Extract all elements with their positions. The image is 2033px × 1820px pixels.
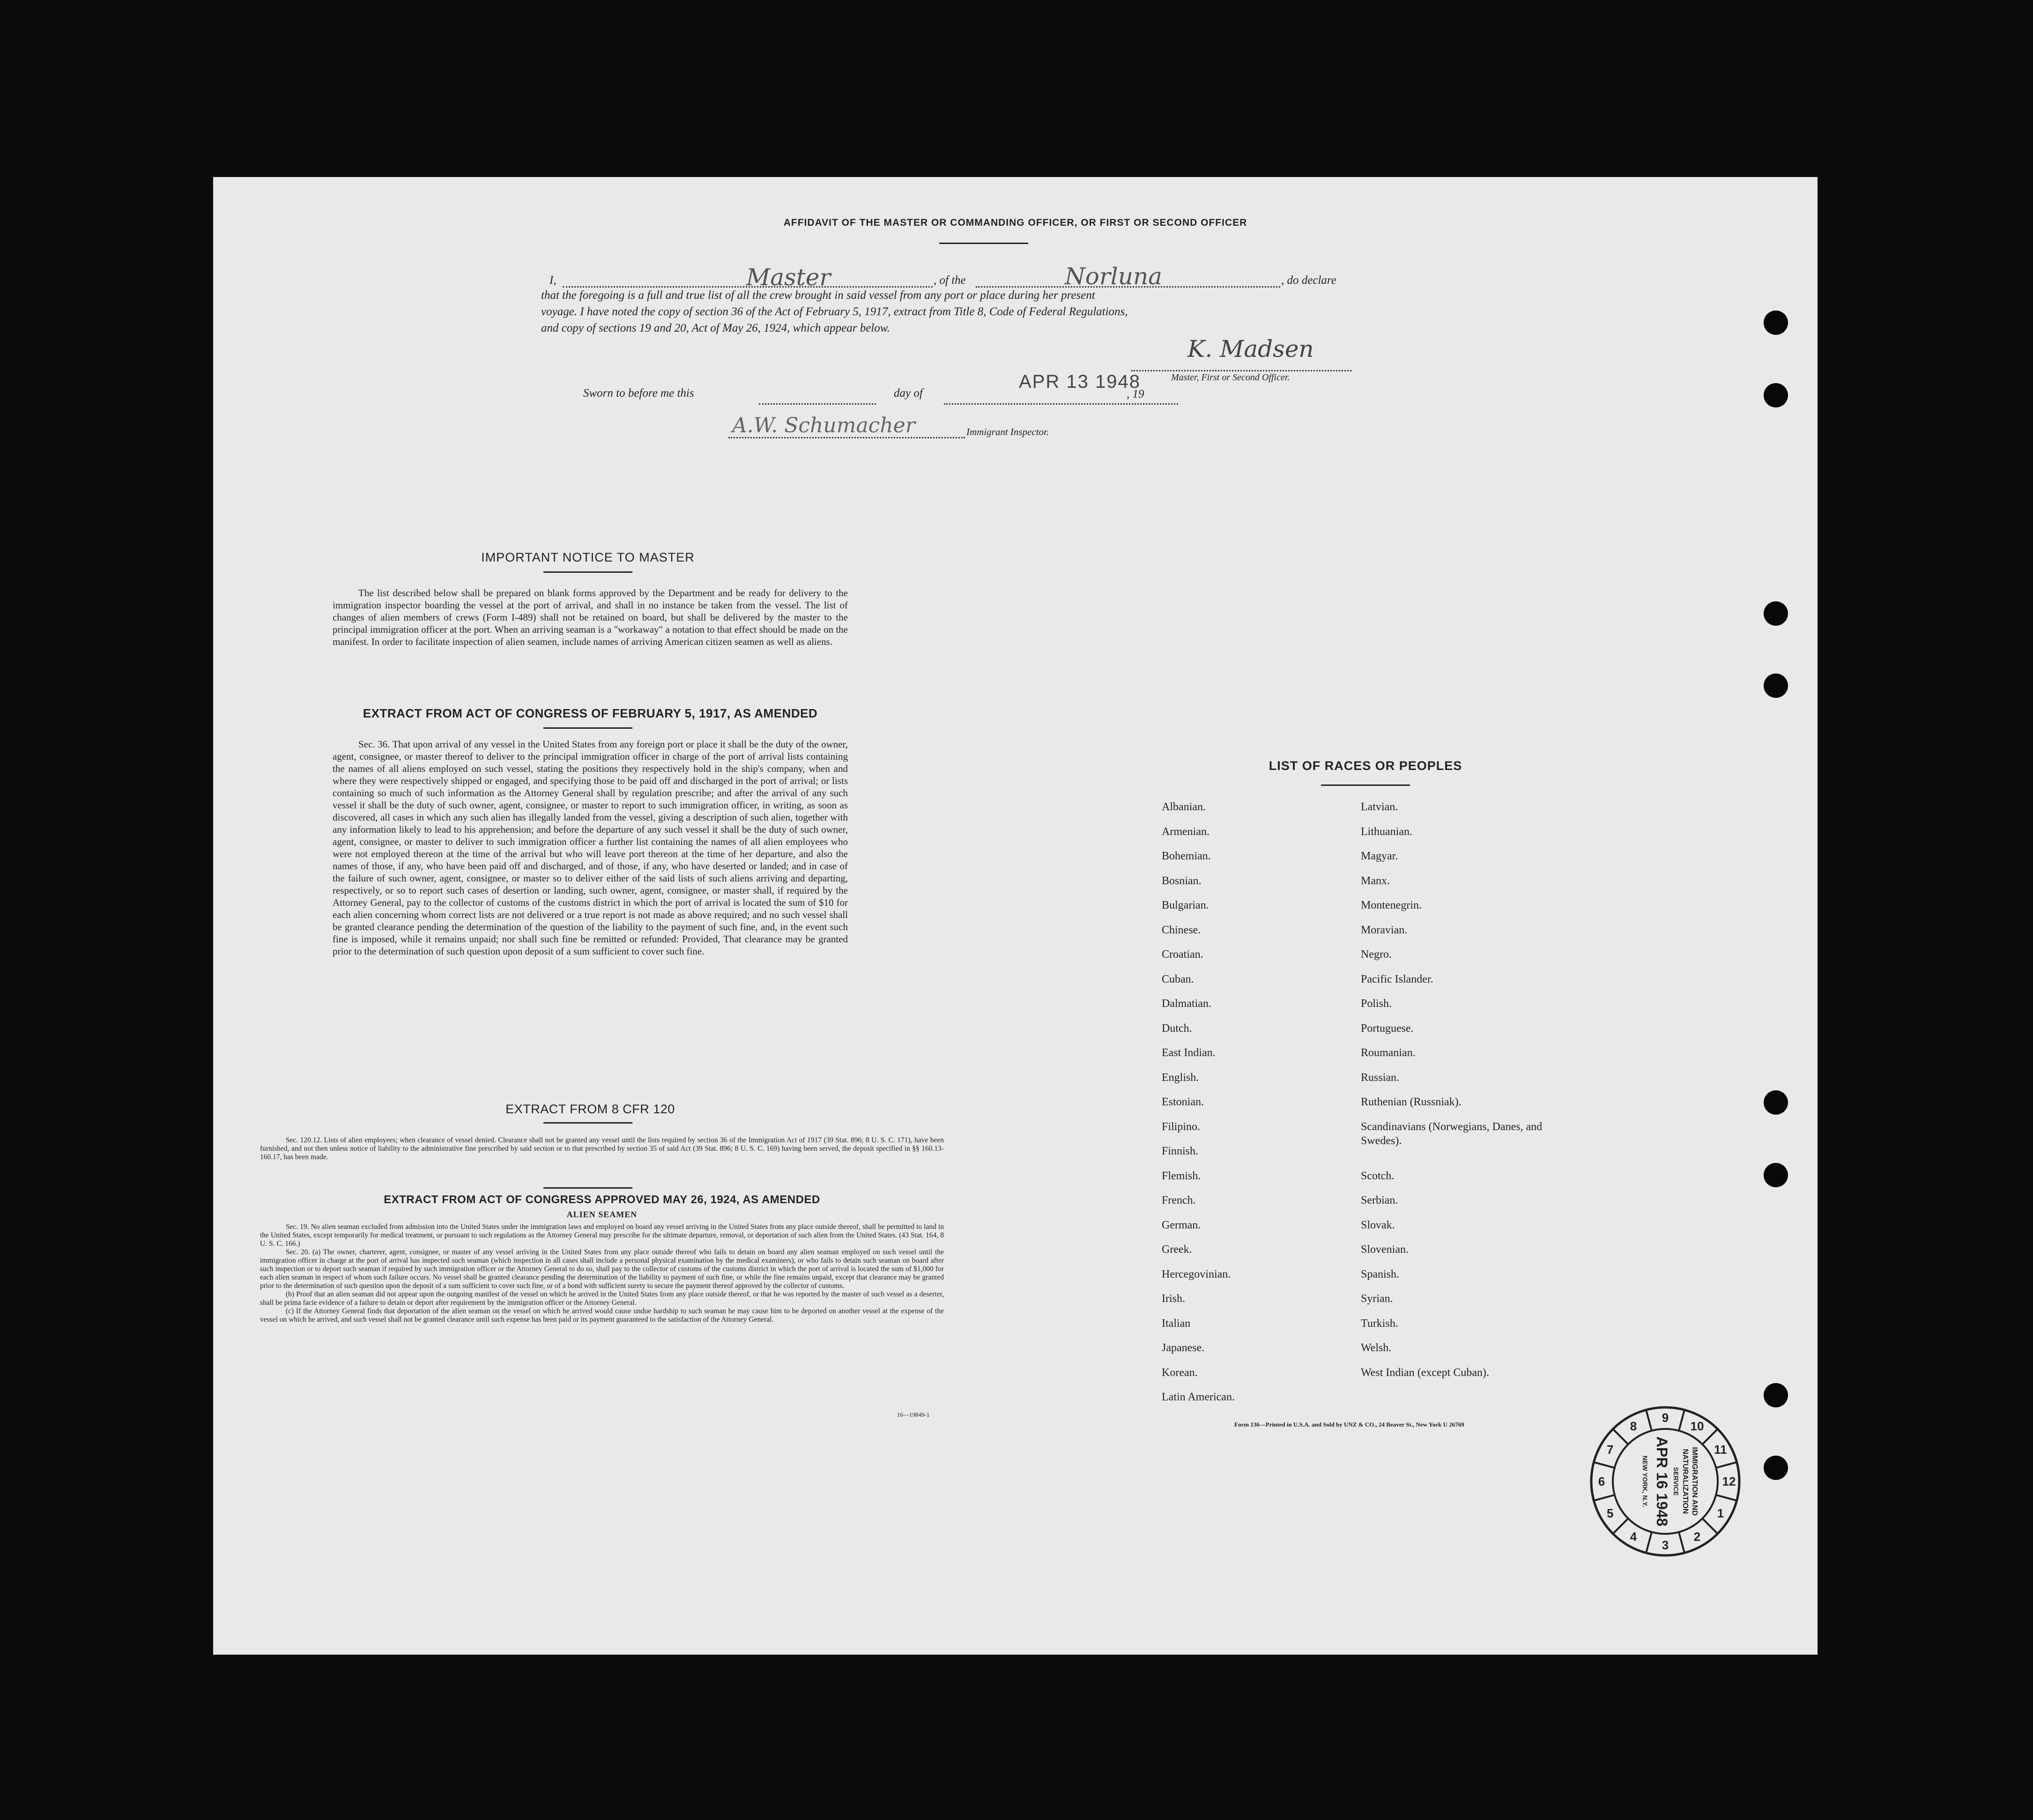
sec-19-text: Sec. 19. No alien seaman excluded from admission into the United States under the immigration laws and employed on board any vessel arriving in the United States from any place outside thereof, shall be permitted to land in the United States, except temporarily for medical treatment, or pursuant to such regulations as the Attorney General may prescribe for the ultimate departure, removal, or deportation of such alien from the United States. (43 Stat. 164, 8 U. S. C. 166.) [260,1223,944,1248]
stamp-ring-number: 9 [1662,1411,1669,1425]
extract-1924-body [260,1223,944,1324]
race-item: Croatian. [1162,948,1203,961]
notice-title: IMPORTANT NOTICE TO MASTER [481,550,695,564]
race-item: English. [1162,1071,1199,1084]
stamp-ring-number: 5 [1606,1506,1614,1520]
race-item: Negro. [1361,948,1392,961]
stamp-ring-divider [1703,1430,1717,1444]
sworn-date-stamp: APR 13 1948 [1019,371,1141,392]
race-item: Turkish. [1361,1317,1398,1330]
sec-20b-text: (b) Proof that an alien seaman did not appear upon the outgoing manifest of the vessel on which he arrived in the United States from any place outside thereof, or that he was reported by the master of such vessel as a deserter, shall be prima facie evidence of a failure to detain or deport after requirement by the immigration officer or the Attorney General. [260,1290,944,1307]
races-title: LIST OF RACES OR PEOPLES [1269,759,1462,773]
stamp-ring-divider [1717,1495,1736,1501]
race-item: Spanish. [1361,1268,1400,1280]
race-item: Manx. [1361,874,1390,887]
race-item: Portuguese. [1361,1022,1414,1035]
sec-20c-text: (c) If the Attorney General finds that deportation of the alien seaman on the vessel on which he arrived would cause undue hardship to such seaman he may cause him to be deported on another vessel at the expense of the vessel on which he arrived, and such vessel shall not be granted clearance until such expense has been paid or its payment guaranteed to the satisfaction of the Attorney General. [260,1307,944,1324]
sworn-month-line [944,403,1178,405]
race-item: Latvian. [1361,801,1398,813]
stamp-ring-number: 2 [1693,1529,1701,1544]
affidavit-line2: that the foregoing is a full and true list of all the crew brought in said vessel from any port or place during her present [541,289,1095,302]
races-right-column [1361,800,1576,1390]
punch-hole [1764,383,1788,407]
rank-handwritten: Master [746,264,831,291]
sworn-label: Sworn to before me this [583,387,694,400]
race-item: Slovak. [1361,1219,1395,1231]
race-item: Italian [1162,1317,1191,1330]
stamp-ring-divider [1717,1463,1736,1468]
signature-caption: Master, First or Second Officer. [1171,372,1290,383]
inspector-line [728,437,965,438]
race-item: Armenian. [1162,825,1209,838]
signature-line [1131,370,1351,371]
stamp-ring-number: 8 [1630,1419,1637,1434]
race-item: West Indian (except Cuban). [1361,1366,1489,1379]
stamp-date: APR 16 1948 [1654,1436,1670,1527]
races-left-column [1162,800,1302,1415]
race-item: Moravian. [1361,924,1408,936]
vessel-handwritten: Norluna [1065,263,1162,290]
stamp-ring-divider [1679,1411,1684,1430]
race-item: Scotch. [1361,1169,1395,1182]
punch-hole [1764,1456,1788,1480]
race-item: Dalmatian. [1162,998,1211,1010]
stamp-ring-divider [1614,1519,1628,1533]
stamp-ring-number: 11 [1714,1443,1727,1457]
inspector-caption: Immigrant Inspector. [966,426,1049,437]
race-item: Finnish. [1162,1145,1199,1157]
document-page [213,177,1818,1655]
notice-text: The list described below shall be prepared on blank forms approved by the Department and be ready for delivery to the immigration inspector boarding the vessel at the port of arrival, and shall in no instance be taken from the vessel. The list of changes of alien members of crews (Form I-489) shall not be retained on board, but shall be delivered by the master to the principal immigration officer at the port. When an arriving seaman is a "workaway" a notation to that effect should be made on the manifest. In order to facilitate inspection of alien seamen, include names of arriving American citizen seamen as well as aliens. [333,587,848,647]
punch-hole [1764,1383,1788,1407]
stamp-ring-divider [1595,1495,1614,1501]
master-signature: K. Madsen [1187,335,1314,363]
sworn-day-line [759,403,876,405]
stamp-ring-divider [1614,1430,1628,1444]
race-item: Albanian. [1162,801,1206,813]
stamp-ring-divider [1595,1463,1614,1468]
race-item: Cuban. [1162,973,1194,985]
stamp-agency-line: IMMIGRATION AND [1691,1447,1699,1516]
extract-cfr-title: EXTRACT FROM 8 CFR 120 [505,1102,675,1116]
declare-label: , do declare [1281,274,1336,287]
stamp-ring-number: 12 [1722,1474,1736,1488]
extract-1917-text: Sec. 36. That upon arrival of any vessel in the United States from any foreign port or place it shall be the duty of the owner, agent, consignee, or master thereof to deliver to the principal immigration officer in charge of the port of arrival lists containing the names of all aliens employed on such vessel, stating the positions they respectively hold in the ship's company, when and where they were respectively shipped or engaged, and specifying those to be paid off and discharged in the port of arrival; or lists containing so much of such information as the Attorney General shall by regulation prescribe; and after the arrival of any such vessel it shall be the duty of such owner, agent, consignee, or master to report to such immigration officer, in writing, as soon as discovered, all cases in which any such alien has illegally landed from the vessel, giving a description of such alien, together with any information likely to lead to his apprehension; and before the departure of any such vessel it shall be the duty of such owner, agent, consignee, or master to deliver to such immigration officer a further list containing the names of all alien employees who were not employed thereon at the time of the arrival but who will leave port thereon at the time of her departure, and also the names of those, if any, who have been paid off and discharged, and of those, if any, who have deserted or landed; and in case of the failure of such owner, agent, consignee, or master so to deliver either of the said lists of such aliens arriving and departing, respectively, or so to report such cases of desertion or landing, such owner, agent, consignee, or master shall, if required by the Attorney General, pay to the collector of customs of the customs district in which the port of arrival is located the sum of $10 for each alien concerning whom correct lists are not delivered or a true report is not made as above required; and no such vessel shall be granted clearance pending the determination of the question of the liability to the payment of such fine, and, in the event such fine is imposed, while it remains unpaid; nor shall such fine be remitted or refunded: Provided, That clearance may be granted prior to the determination of such question upon deposit of a sum sufficient to cover such fine. [333,739,848,957]
extract-1917-title: EXTRACT FROM ACT OF CONGRESS OF FEBRUARY 5, 1917, AS AMENDED [363,706,818,720]
race-item: Magyar. [1361,850,1398,862]
race-item: French. [1162,1194,1196,1206]
race-item: Bulgarian. [1162,899,1209,911]
year-suffix: , 19 [1127,388,1144,400]
stamp-ring-divider [1647,1411,1652,1430]
race-item: Hercegovinian. [1162,1268,1231,1280]
punch-hole [1764,601,1788,626]
race-item: Irish. [1162,1293,1185,1305]
affidavit-line3: voyage. I have noted the copy of section 36 of the Act of February 5, 1917, extract from Title 8, Code of Federal Regulations, [541,305,1128,318]
stamp-agency-line: SERVICE [1672,1467,1680,1496]
race-item: Chinese. [1162,924,1201,936]
races-divider [1321,784,1410,786]
extract-1924-subtitle: ALIEN SEAMEN [566,1210,638,1219]
punch-hole [1764,1163,1788,1187]
extract-1917-divider [543,727,632,729]
race-item: Filipino. [1162,1120,1201,1133]
race-item: Flemish. [1162,1169,1201,1182]
form-footer: Form 136—Printed in U.S.A. and Sold by UNZ & CO., 24 Beaver St., New York U 26769 [1234,1421,1464,1428]
stamp-agency-line: NEW YORK, N.Y. [1641,1455,1649,1508]
inspector-signature: A.W. Schumacher [732,414,915,437]
race-item: Latin American. [1162,1391,1235,1403]
of-the-label: , of the [934,274,966,287]
stamp-ring-divider [1703,1519,1717,1533]
sec-20a-text: Sec. 20. (a) The owner, charterer, agent, consignee, or master of any vessel arriving in the United States from any place outside thereof who fails to detain on board any alien seaman employed on such vessel until the immigration officer in charge at the port of arrival has inspected such seaman (which inspection in all cases shall include a personal physical examination by the medical examiners), or who fails to detain such seaman on board after such inspection or to deport such seaman if required by such immigration officer or the Attorney General to do so, shall pay to the collector of customs of the customs district in which the port of arrival is located the sum of $1,000 for each alien seaman in respect of whom such failure occurs. No vessel shall be granted clearance pending the determination of the liability to payment of such fine, or while the fine remains unpaid, except that clearance may be granted prior to the determination of such question upon the deposit of a sum sufficient to cover such fine, or of a bond with sufficient surety to secure the payment thereof approved by the collector of customs. [260,1248,944,1290]
race-item: Welsh. [1361,1342,1392,1354]
race-item: Bosnian. [1162,874,1202,887]
race-item: Roumanian. [1361,1047,1416,1059]
race-item: Lithuanian. [1361,825,1412,838]
stamp-ring-divider [1647,1533,1652,1552]
stamp-ring-number: 6 [1598,1474,1605,1488]
extract-1924-title: EXTRACT FROM ACT OF CONGRESS APPROVED MAY 26, 1924, AS AMENDED [384,1193,820,1206]
race-item: Montenegrin. [1361,899,1422,911]
notice-divider [543,571,632,573]
race-item: Korean. [1162,1366,1198,1379]
race-item: Syrian. [1361,1293,1393,1305]
stamp-center [1641,1436,1699,1526]
punch-hole [1764,673,1788,698]
affidavit-body [541,287,1478,336]
extract-cfr-divider [543,1122,632,1124]
affidavit-line4: and copy of sections 19 and 20, Act of May 26, 1924, which appear below. [541,322,890,334]
stamp-ring-number: 7 [1606,1443,1614,1457]
race-item: Dutch. [1162,1022,1192,1035]
stamp-ring-number: 3 [1662,1538,1669,1552]
race-item: Russian. [1361,1071,1400,1084]
extract-cfr-text: Sec. 120.12. Lists of alien employees; when clearance of vessel denied. Clearance shall not be granted any vessel until the lists required by section 36 of the Immigration Act of 1917 (39 Stat. 896; 8 U. S. C. 171), have been furnished, and not then unless notice of liability to the administrative fine prescribed by said section or to that prescribed by section 35 of said Act (39 Stat. 896; 8 U. S. C. 169) having been served, the deposit specified in §§ 160.13-160.17, has been made. [260,1136,944,1161]
stamp-ring-number: 4 [1630,1529,1637,1544]
race-item: Polish. [1361,998,1392,1010]
punch-hole [1764,311,1788,335]
i-label: I, [549,274,556,287]
day-of-label: day of [894,387,923,400]
race-item: Ruthenian (Russniak). [1361,1096,1462,1108]
stamp-ring-number: 10 [1690,1419,1704,1434]
stamp-agency-line: NATURALIZATION [1681,1449,1689,1514]
punch-hole [1764,1090,1788,1115]
race-item: Serbian. [1361,1194,1398,1206]
inspection-stamp [1588,1404,1743,1559]
title-divider [939,243,1028,244]
race-item: East Indian. [1162,1047,1216,1059]
affidavit-title: AFFIDAVIT OF THE MASTER OR COMMANDING OFFICER, OR FIRST OR SECOND OFFICER [783,217,1247,228]
race-item: Estonian. [1162,1096,1204,1108]
race-item: Scandinavians (Norwegians, Danes, and Swedes). [1361,1120,1543,1147]
stamp-ring-number: 1 [1717,1506,1724,1520]
race-item: Bohemian. [1162,850,1211,862]
race-item: Slovenian. [1361,1243,1409,1256]
race-item: Greek. [1162,1243,1192,1256]
race-item: Pacific Islander. [1361,973,1433,985]
race-item: Japanese. [1162,1342,1205,1354]
print-code: 16—19849-1 [897,1411,930,1418]
race-item: German. [1162,1219,1201,1231]
stamp-ring-divider [1679,1533,1684,1552]
extract-1924-top-divider [543,1187,632,1189]
